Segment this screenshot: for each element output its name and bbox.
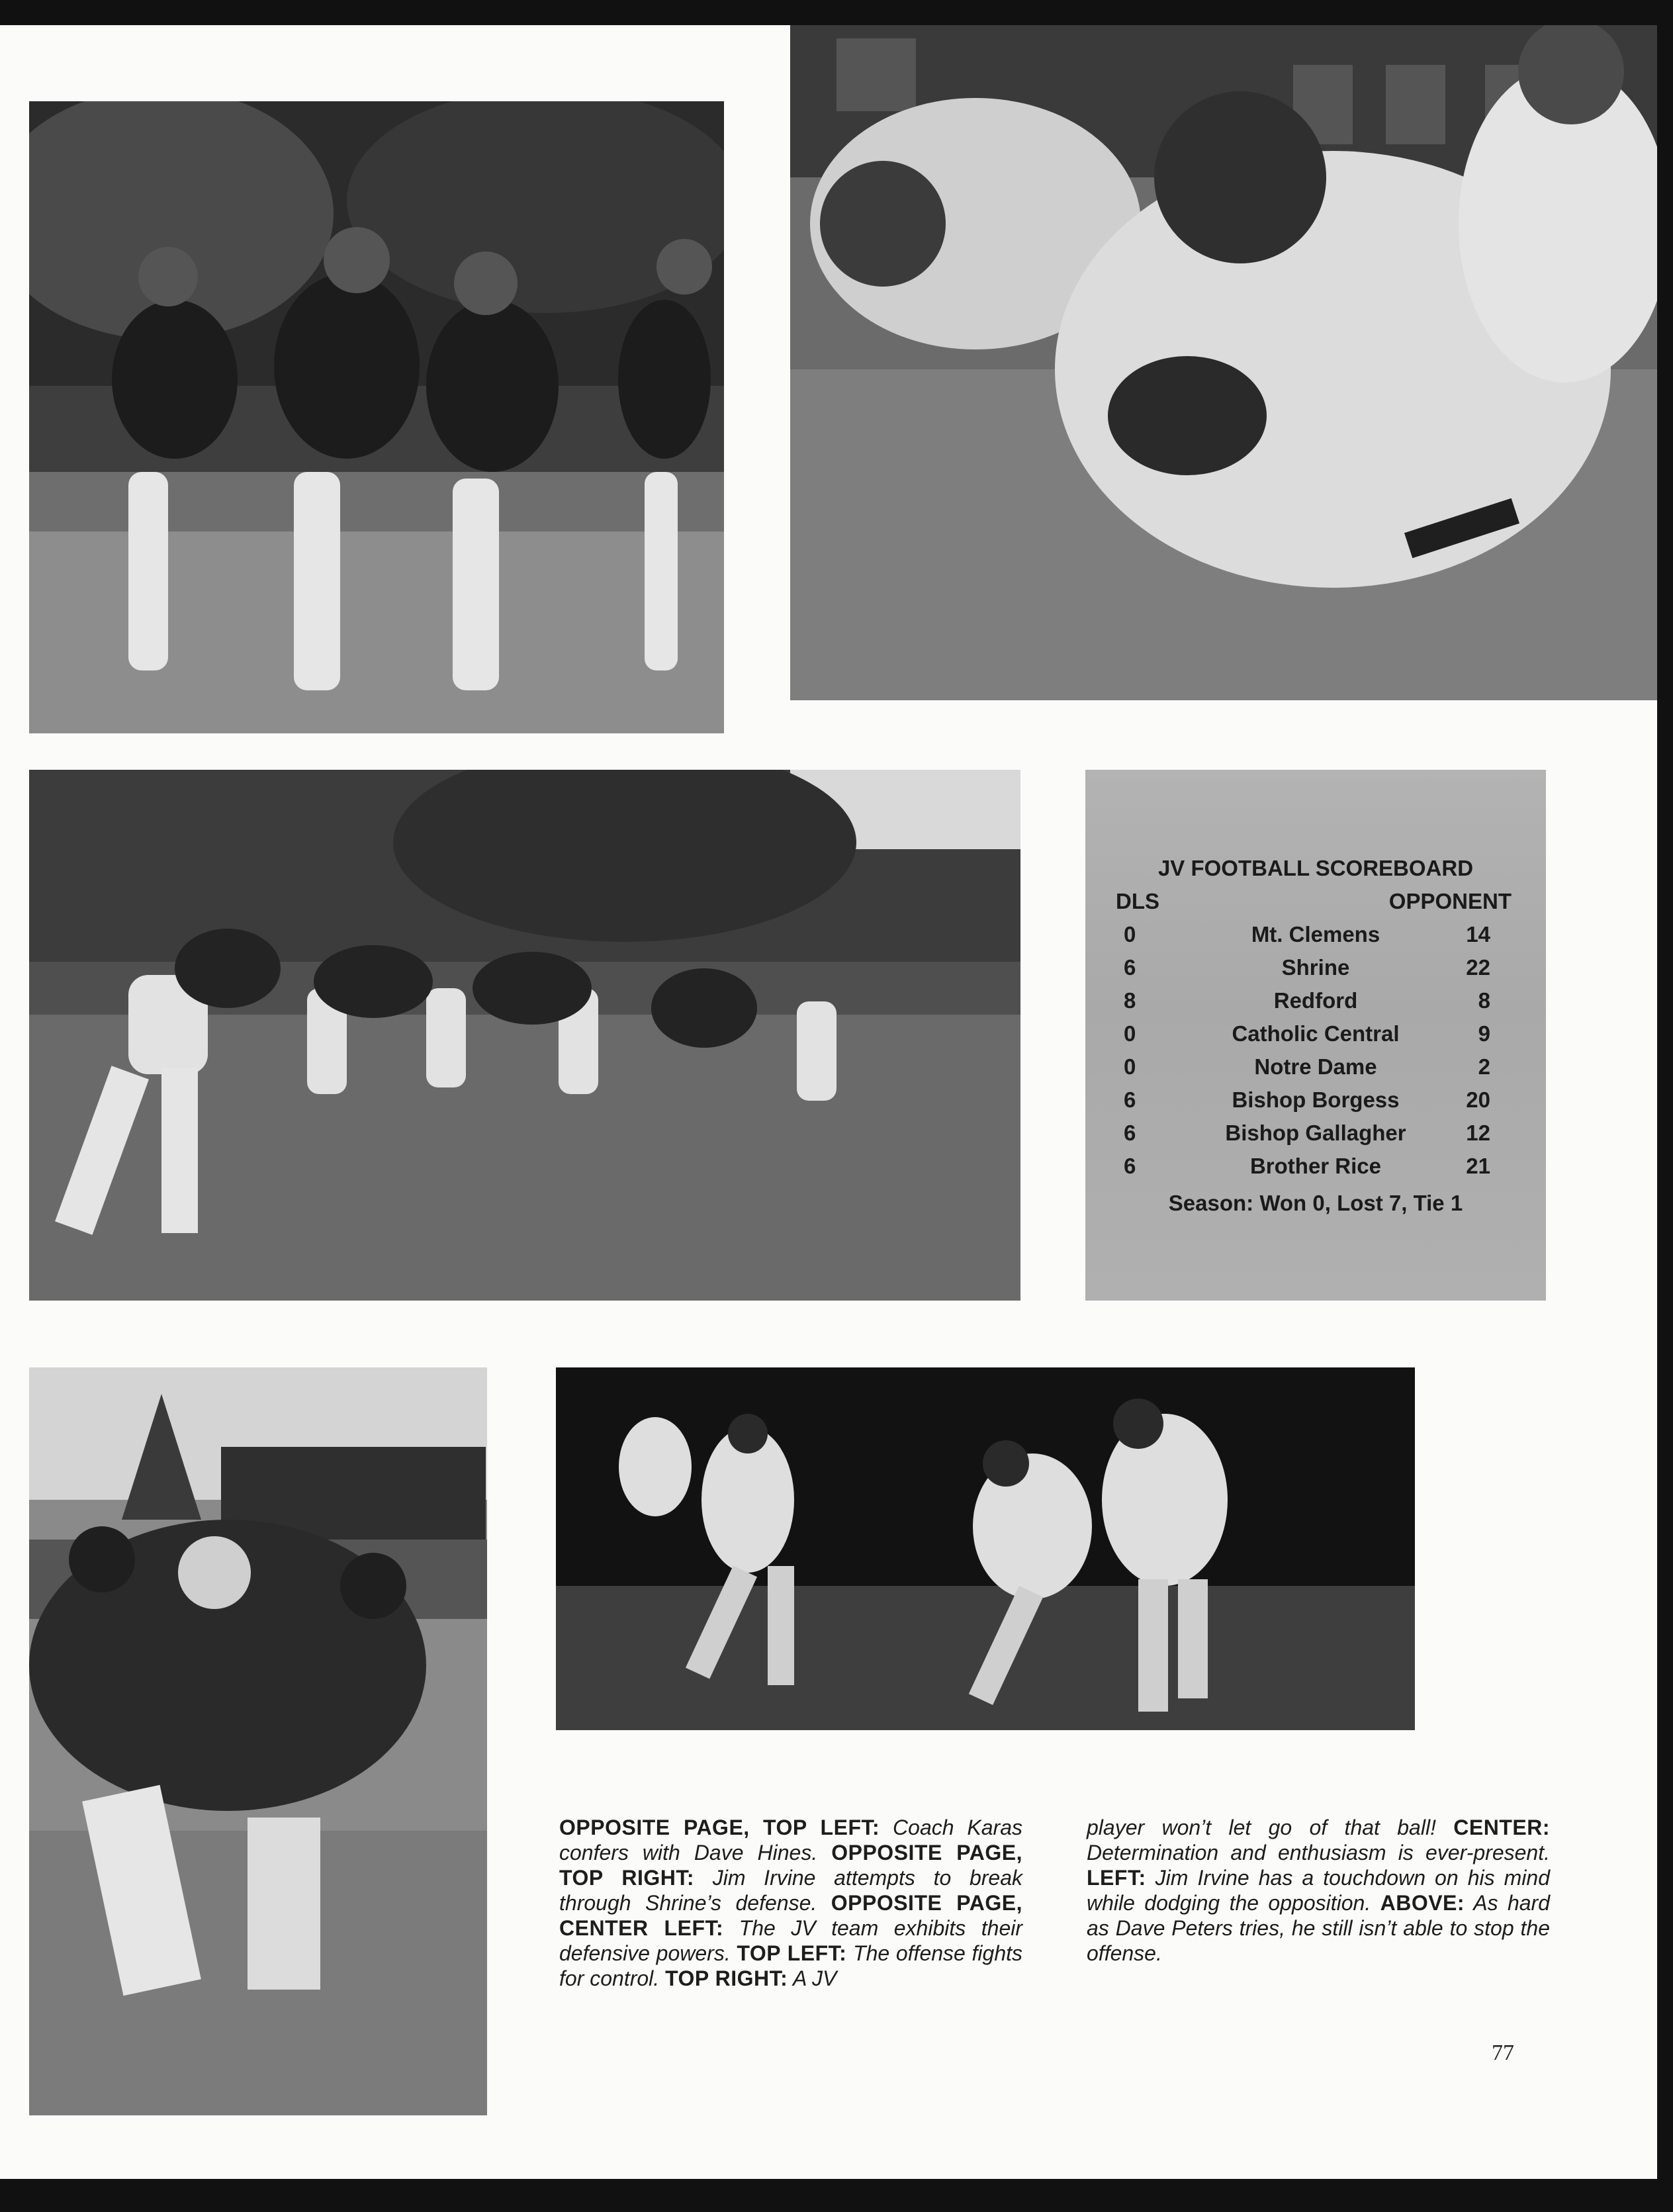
- dls-score: 6: [1124, 955, 1136, 980]
- photo-top-right: [790, 25, 1657, 700]
- caption-text: player won’t let go of that ball!: [1087, 1816, 1454, 1839]
- caption-column-2: [1087, 1815, 1550, 1966]
- photo-bottom-left-image: [29, 1367, 487, 2115]
- caption-text: As hard as Dave Peters tries, he still isn’t able to stop the offense.: [1087, 1891, 1551, 1965]
- opponent-team: Catholic Central: [1232, 1021, 1400, 1046]
- yearbook-page: [0, 25, 1657, 2179]
- scoreboard-panel: [1085, 770, 1546, 1301]
- page-number: 77: [1492, 2041, 1514, 2065]
- opponent-score: 9: [1478, 1021, 1490, 1046]
- caption-column-1: [559, 1815, 1022, 1991]
- caption-text: Jim Irvine has a touchdown on his mind while dodging the opposition.: [1087, 1866, 1550, 1915]
- scoreboard-row: [1085, 1154, 1546, 1187]
- opponent-team: Bishop Borgess: [1232, 1087, 1400, 1112]
- dls-score: 6: [1124, 1087, 1136, 1112]
- opponent-team: Shrine: [1281, 955, 1350, 980]
- photo-center-left: [29, 770, 1020, 1301]
- caption-text: A JV: [788, 1966, 837, 1990]
- scoreboard-row: [1085, 1087, 1546, 1121]
- opponent-score: 22: [1466, 955, 1490, 980]
- photo-bottom-right: [556, 1367, 1415, 1730]
- scoreboard-row: [1085, 955, 1546, 988]
- caption-text: The offense fights for control.: [559, 1941, 1023, 1990]
- scoreboard-rows: [1085, 922, 1546, 1187]
- opponent-team: Mt. Clemens: [1251, 922, 1380, 946]
- opponent-team: Bishop Gallagher: [1225, 1121, 1406, 1145]
- dls-score: 6: [1124, 1154, 1136, 1178]
- scoreboard-opponent-header: OPPONENT: [1388, 889, 1512, 913]
- caption-text: Jim Irvine attempts to break through Shrine’s defense.: [559, 1866, 1023, 1915]
- opponent-score: 2: [1478, 1054, 1490, 1079]
- photo-top-left: [29, 101, 724, 733]
- opponent-score: 8: [1478, 988, 1490, 1013]
- dls-score: 0: [1124, 922, 1136, 946]
- opponent-team: Notre Dame: [1254, 1054, 1377, 1079]
- opponent-team: Redford: [1273, 988, 1358, 1013]
- caption-label: CENTER:: [1453, 1816, 1550, 1839]
- opponent-score: 14: [1466, 922, 1490, 946]
- photo-top-left-image: [29, 101, 724, 733]
- scoreboard-row: [1085, 922, 1546, 955]
- scoreboard-row: [1085, 1121, 1546, 1154]
- scoreboard-dls-header: DLS: [1116, 889, 1159, 913]
- opponent-team: Brother Rice: [1249, 1154, 1382, 1178]
- scoreboard-title: JV FOOTBALL SCOREBOARD: [1157, 856, 1474, 880]
- dls-score: 0: [1124, 1021, 1136, 1046]
- photo-top-right-image: [790, 25, 1657, 700]
- dls-score: 8: [1124, 988, 1136, 1013]
- caption-label: OPPOSITE PAGE, TOP RIGHT:: [559, 1841, 1023, 1890]
- caption-text: Coach Karas confers with Dave Hines.: [559, 1816, 1023, 1865]
- caption-label: LEFT:: [1087, 1866, 1146, 1890]
- caption-label: OPPOSITE PAGE, TOP LEFT:: [559, 1816, 880, 1839]
- caption-label: TOP LEFT:: [737, 1941, 847, 1965]
- caption-label: ABOVE:: [1380, 1891, 1465, 1915]
- caption-text: Determination and enthusiasm is ever-present.: [1087, 1841, 1550, 1865]
- season-record: Season: Won 0, Lost 7, Tie 1: [1168, 1191, 1463, 1215]
- dls-score: 6: [1124, 1121, 1136, 1145]
- photo-bottom-right-image: [556, 1367, 1415, 1730]
- opponent-score: 20: [1466, 1087, 1490, 1112]
- scoreboard-row: [1085, 1054, 1546, 1087]
- photo-bottom-left: [29, 1367, 487, 2115]
- dls-score: 0: [1124, 1054, 1136, 1079]
- caption-text: The JV team exhibits their defensive powers.: [559, 1916, 1023, 1965]
- photo-center-left-image: [29, 770, 1020, 1301]
- caption-label: TOP RIGHT:: [665, 1966, 788, 1990]
- scoreboard-row: [1085, 988, 1546, 1021]
- opponent-score: 12: [1466, 1121, 1490, 1145]
- opponent-score: 21: [1466, 1154, 1490, 1178]
- scoreboard-row: [1085, 1021, 1546, 1054]
- caption-label: OPPOSITE PAGE, CENTER LEFT:: [559, 1891, 1022, 1940]
